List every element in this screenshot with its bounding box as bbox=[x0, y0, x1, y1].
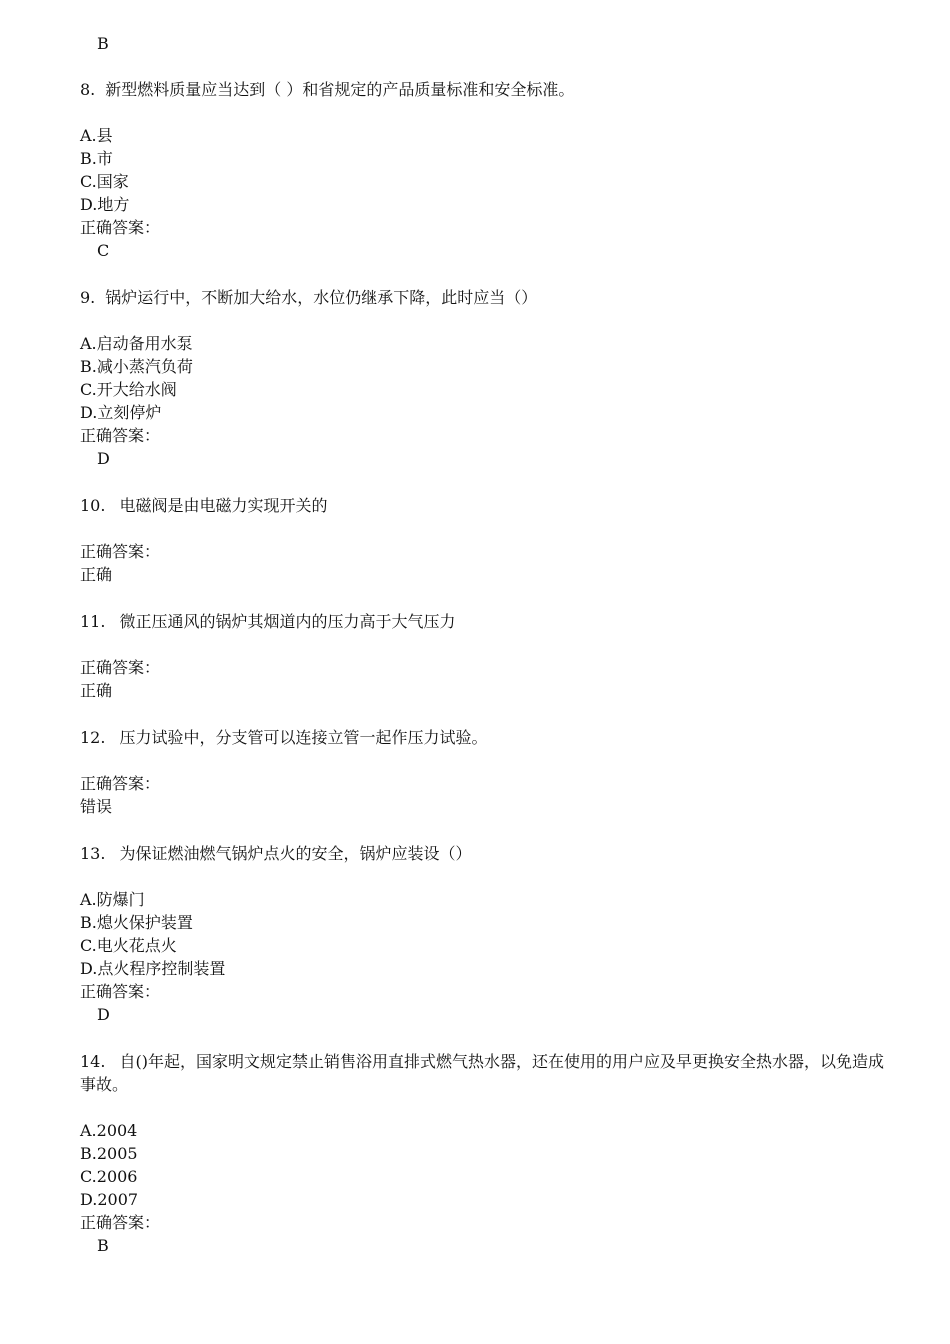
option-d: D.点火程序控制装置 bbox=[80, 959, 226, 978]
question-number: 8. bbox=[80, 80, 96, 99]
question-10-stem bbox=[80, 494, 900, 517]
option-b: B.市 bbox=[80, 149, 113, 168]
question-number: 14. bbox=[80, 1052, 106, 1071]
answer-label: 正确答案： bbox=[80, 1213, 161, 1232]
answer-value: 正确 bbox=[80, 681, 113, 700]
question-14 bbox=[80, 1050, 900, 1257]
answer-label: 正确答案： bbox=[80, 774, 161, 793]
question-9 bbox=[80, 286, 900, 470]
question-text: 微正压通风的锅炉其烟道内的压力高于大气压力 bbox=[119, 612, 456, 631]
question-9-stem bbox=[80, 286, 900, 309]
question-13-stem bbox=[80, 842, 900, 865]
answer-label: 正确答案： bbox=[80, 542, 161, 561]
question-text: 新型燃料质量应当达到（ ）和省规定的产品质量标准和安全标准。 bbox=[105, 80, 575, 99]
question-text: 为保证燃油燃气锅炉点火的安全，锅炉应装设（） bbox=[119, 844, 472, 863]
option-b: B.2005 bbox=[80, 1144, 138, 1163]
question-12-stem bbox=[80, 726, 900, 749]
answer-label: 正确答案： bbox=[80, 982, 161, 1001]
option-a: A.2004 bbox=[80, 1121, 138, 1140]
option-d: D.立刻停炉 bbox=[80, 403, 162, 422]
question-11-stem bbox=[80, 610, 900, 633]
question-13 bbox=[80, 842, 900, 1026]
option-c: C.2006 bbox=[80, 1167, 138, 1186]
question-number: 13. bbox=[80, 844, 106, 863]
option-a: A.县 bbox=[80, 126, 113, 145]
question-10 bbox=[80, 494, 900, 586]
answer-value: D bbox=[97, 449, 110, 468]
question-number: 9. bbox=[80, 288, 96, 307]
answer-value: 错误 bbox=[80, 797, 113, 816]
question-11 bbox=[80, 610, 900, 702]
previous-answer-value: B bbox=[97, 34, 109, 53]
question-number: 10. bbox=[80, 496, 106, 515]
option-d: D.2007 bbox=[80, 1190, 139, 1209]
option-d: D.地方 bbox=[80, 195, 130, 214]
question-number: 12. bbox=[80, 728, 106, 747]
question-12 bbox=[80, 726, 900, 818]
question-text: 自()年起，国家明文规定禁止销售浴用直排式燃气热水器，还在使用的用户应及早更换安全热水器，以免造成事故。 bbox=[80, 1052, 884, 1094]
question-text: 电磁阀是由电磁力实现开关的 bbox=[119, 496, 328, 515]
question-8-stem bbox=[80, 78, 900, 101]
option-a: A.防爆门 bbox=[80, 890, 145, 909]
option-c: C.电火花点火 bbox=[80, 936, 177, 955]
question-text: 锅炉运行中，不断加大给水，水位仍继承下降，此时应当（） bbox=[105, 288, 538, 307]
question-text: 压力试验中，分支管可以连接立管一起作压力试验。 bbox=[119, 728, 488, 747]
option-b: B.减小蒸汽负荷 bbox=[80, 357, 193, 376]
answer-value: D bbox=[97, 1005, 110, 1024]
answer-value: 正确 bbox=[80, 565, 113, 584]
option-c: C.国家 bbox=[80, 172, 129, 191]
option-c: C.开大给水阀 bbox=[80, 380, 177, 399]
question-number: 11. bbox=[80, 612, 106, 631]
question-14-stem bbox=[80, 1050, 890, 1096]
option-b: B.熄火保护装置 bbox=[80, 913, 193, 932]
answer-value: B bbox=[97, 1236, 109, 1255]
document-page bbox=[80, 32, 900, 1257]
answer-value: C bbox=[97, 241, 110, 260]
option-a: A.启动备用水泵 bbox=[80, 334, 193, 353]
answer-label: 正确答案： bbox=[80, 218, 161, 237]
answer-label: 正确答案： bbox=[80, 658, 161, 677]
question-8 bbox=[80, 78, 900, 262]
answer-label: 正确答案： bbox=[80, 426, 161, 445]
